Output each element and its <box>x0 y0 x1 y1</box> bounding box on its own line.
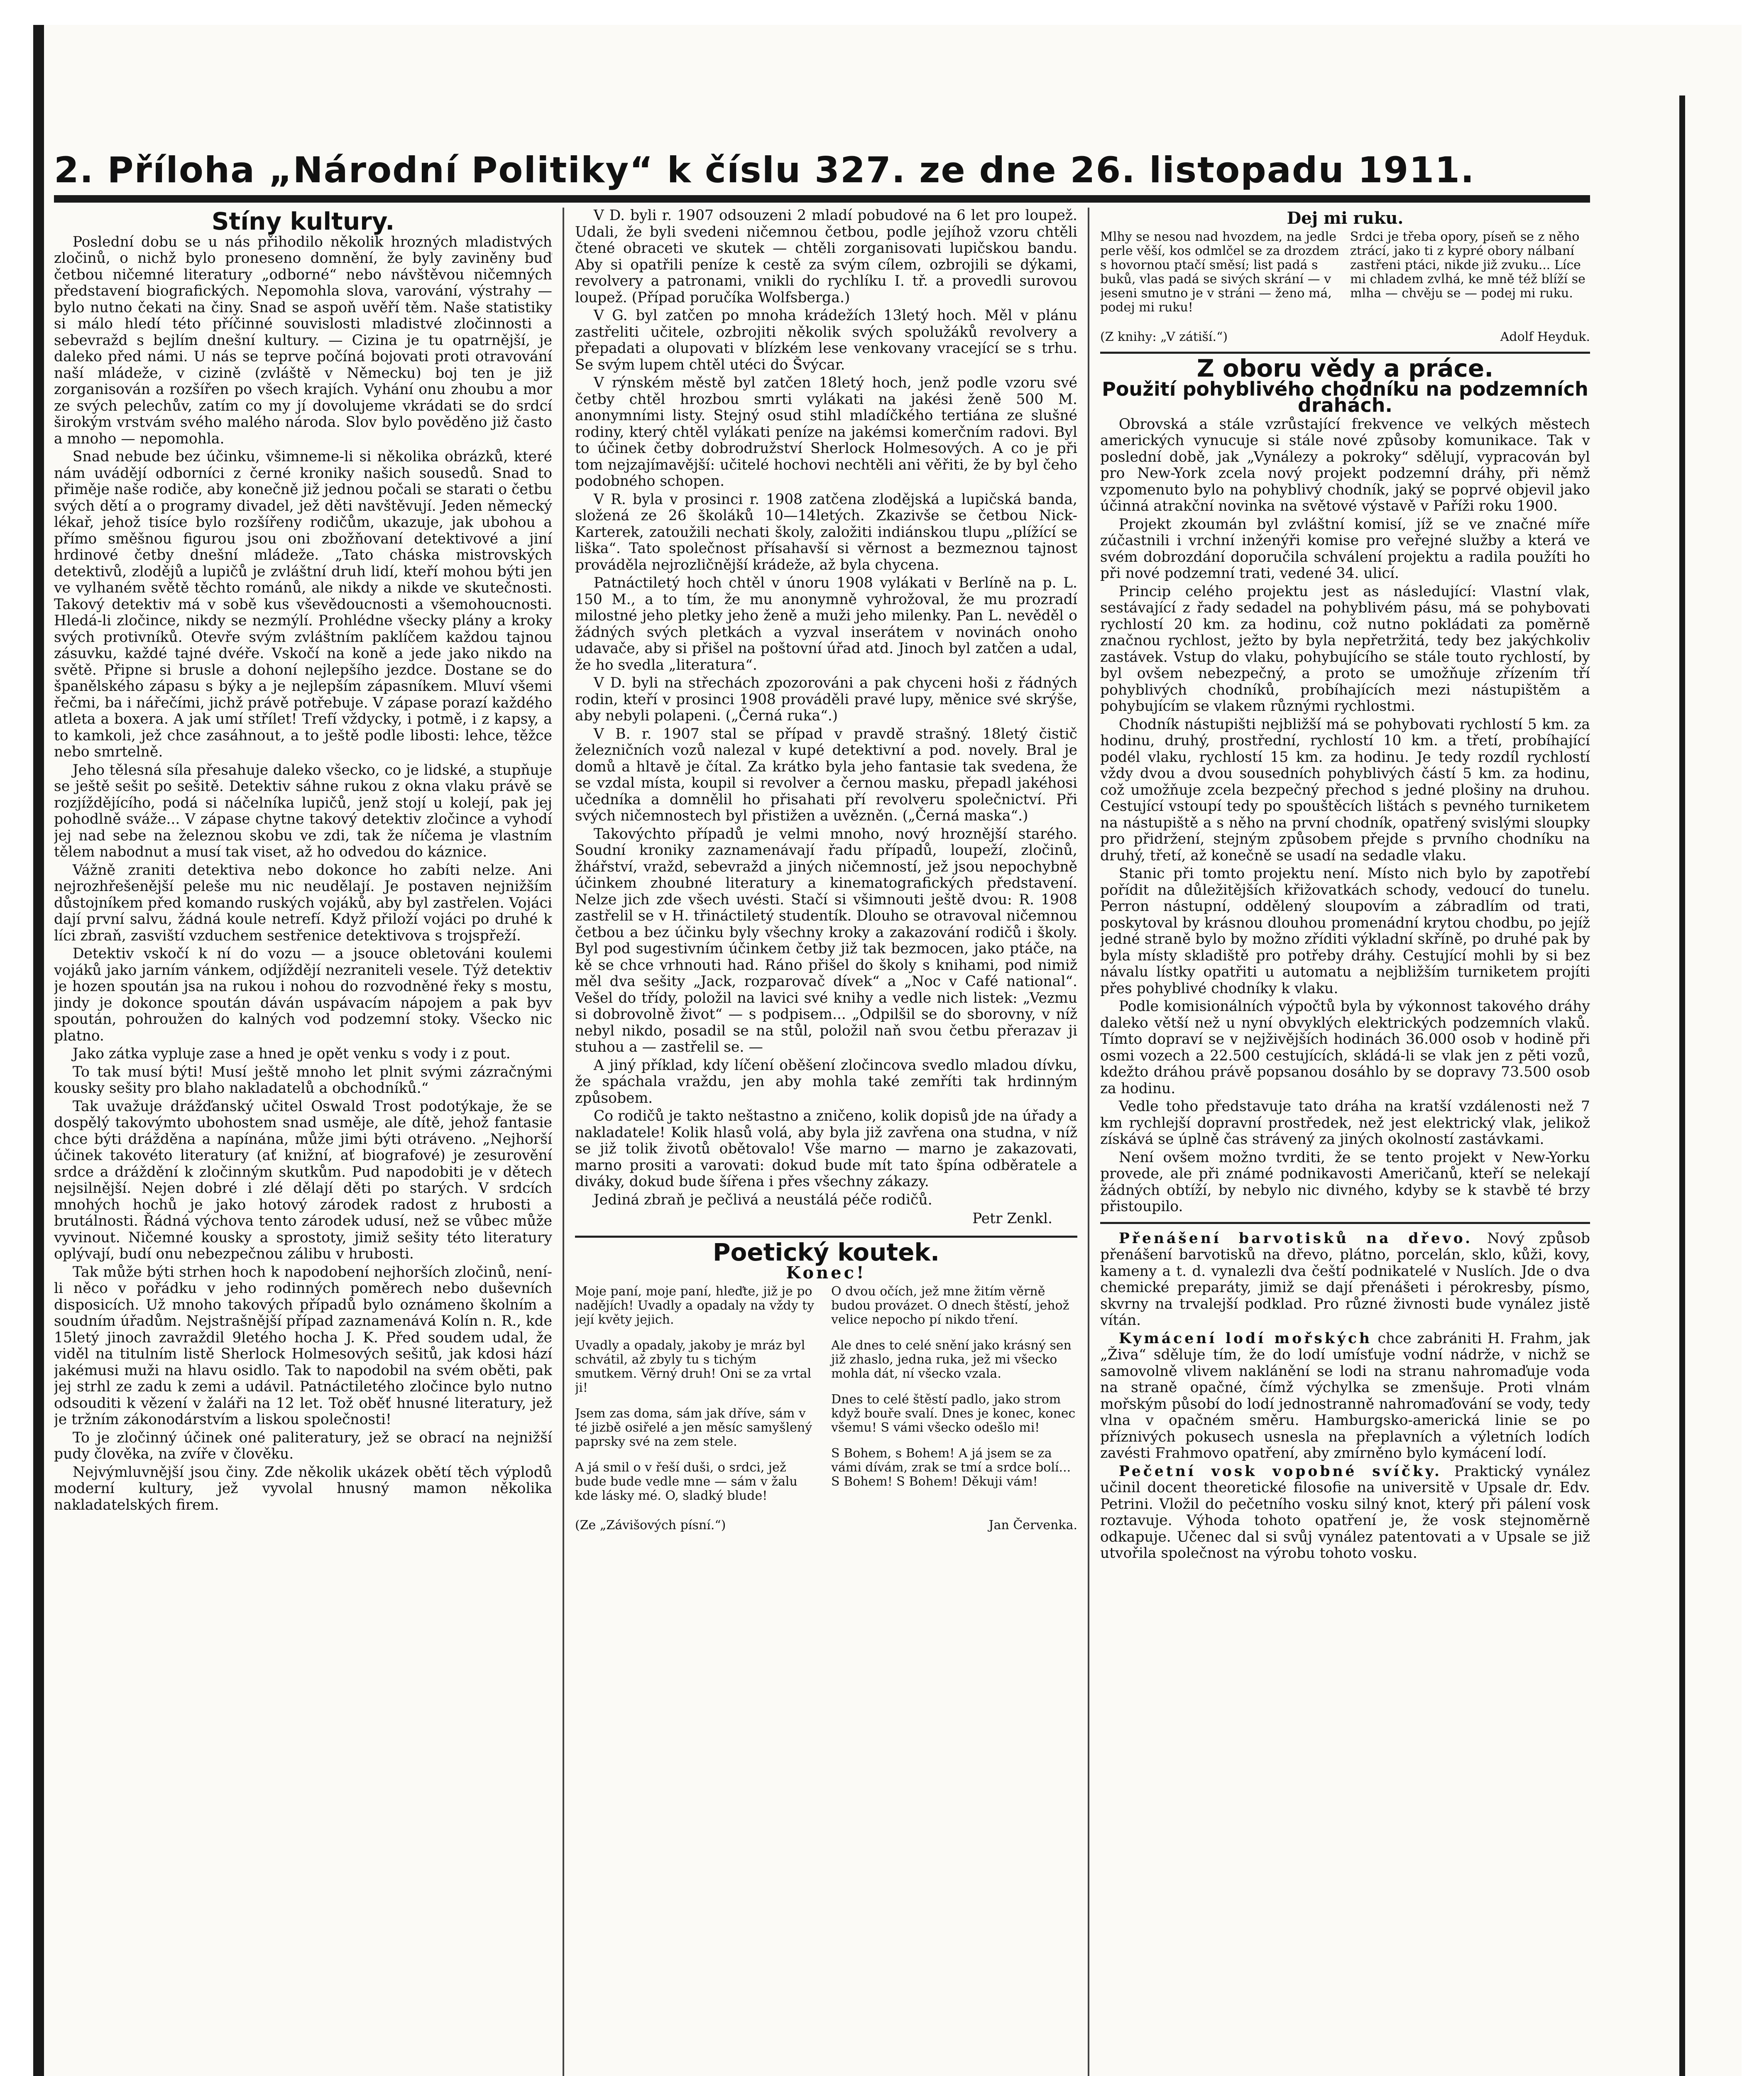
paragraph: S Bohem, s Bohem! A já jsem se za vámi dívám, zrak se tmí a srdce bolí... S Bohem! S Bohem! Děkuji vám! <box>831 1446 1071 1489</box>
note-text: Nový způsob přenášení barvotisků na dřevo, plátno, porcelán, sklo, kůži, kovy, kameny a t. d. vynalezli dva čeští podnikatelé v Nuslích. Jde o dva chemické preparáty, jimiž se dají přenášeti i pérokresby, písmo, skvrny na trvalejší podklad. Pro různé živnosti bude vynález jistě vítán. <box>1100 1230 1590 1329</box>
poem-author: Jan Červenka. <box>988 1518 1077 1533</box>
paragraph: Tak může býti strhen hoch k napodobení nejhorších zločinů, není-li něco v pořádku v jeho rodinných poměrech nebo duševních disposicích. Už mnoho takových případů bylo oznámeno školním a soudním úřadům. Nejstrašnější případ zaznamenává Kolín n. R., kde 15letý jinoch zavraždil 9letého hocha J. K. Před soudem udal, že viděl na titulním listě Sherlock Holmesových sešitů, jak kdosi hází jakémusi muži na hlavu osidlo. Tak to napodobil na svém oběti, pak jej strhl ze zadu k zemi a udávil. Patnáctiletého zločince bylo nutno odsouditi k vězení v žaláři na 12 let. Tož oběť hnusné literatury, jež je tržním zákonodárstvím a liskou společnosti! <box>54 1263 552 1428</box>
paragraph: Není ovšem možno tvrditi, že se tento projekt v New-Yorku provede, ale při známé podnikavosti Američanů, kteří se nelekají žádných obtíží, by nebylo nic divného, kdyby se k stavbě té brzy přistoupilo. <box>1100 1149 1590 1215</box>
column-3 <box>1100 208 1590 2076</box>
paragraph: O dvou očích, jež mne žitím věrně budou provázet. O dnech štěstí, jehož velice nepocho pí nikdo tření. <box>831 1284 1069 1327</box>
poem-title: Konec! <box>786 1263 866 1283</box>
poem-credits <box>575 1517 1077 1534</box>
paragraph: Podle komisionálních výpočtů byla by výkonnost takového dráhy daleko větší než u nyní obvyklých elektrických podzemních vlaků. Tímto dopraví se v nejživějších hodinách 36.000 osob v hodině při osmi vozech a 22.500 cestujících, skládá-li se vlak jen z pěti vozů, kdežto dráhou právě popsanou dosáhlo by se dopravy 73.500 osob za hodinu. <box>1100 998 1590 1097</box>
paragraph: Nejvýmluvnější jsou činy. Zde několik ukázek obětí těch výplodů moderní kultury, jež vyvolal hnusný mamon několika nakladatelských firem. <box>54 1464 552 1513</box>
masthead: 2. Příloha „Národní Politiky“ k číslu 327. ze dne 26. listopadu 1911. <box>54 149 1475 191</box>
paragraph: Projekt zkoumán byl zvláštní komisí, jíž se ve značné míře zúčastnili i vrchní inženýři komise pro veřejné služby a která ve svém dobrozdání doporučila schválení projektu a radila použíti ho při nové podzemní trati, vedené 34. ulicí. <box>1100 516 1590 582</box>
paragraph: V D. byli r. 1907 odsouzeni 2 mladí pobudové na 6 let pro loupež. Udali, že byli svedeni ničemnou četbou, podle jejíhož vzoru chtěli čtené obraceti ve skutek — chtěli zorganisovati lupičskou bandu. Aby si opatřili peníze k cestě za svým cílem, ozbrojili se dýkami, revolvery a patronami, vnikli do rychlíku I. tř. a provedli surovou loupež. (Případ poručíka Wolfsberga.) <box>575 208 1077 306</box>
paragraph: Obrovská a stále vzrůstající frekvence ve velkých městech amerických vynucuje si stále nové způsoby komunikace. Tak v poslední době, jak „Vynálezy a pokroky“ sdělují, vypracován byl pro New-York zcela nový projekt podzemní dráhy, při němž vzpomenuto bylo na pohyblivý chodník, jaký se poprvé objevil jako účinná atrakční novinka na světové výstavě v Paříži roku 1900. <box>1100 416 1590 514</box>
note-title: Pečetní vosk vopobné svíčky. <box>1118 1463 1442 1480</box>
note-text: Praktický vynález učinil docent theoretické filosofie na universitě v Upsale dr. Edv. Petrini. Vložil do pečetního vosku silný knot, který při pálení vosk roztavuje. Výhoda tohoto opatření je, že vosk stejnoměrně odkapuje. Učenec dal si svůj vynález patentovati a v Upsale se již utvořila společnost na výrobu tohoto vosku. <box>1100 1463 1590 1562</box>
article-body-continued <box>575 208 1077 1208</box>
poem-column-right: Srdci je třeba opory, píseň se z něho ztrácí, jako ti z kypré obory nálbaní zastřeni ptáci, nikde již zvuku... Líce mi chladem zvlhá, ke mně též blíží se mlha — chvěju se — podej mi ruku. <box>1350 229 1585 301</box>
paragraph: Ale dnes to celé snění jako krásný sen již zhaslo, jedna ruka, jež mi všecko mohla dát, ní všecko vzala. <box>831 1338 1072 1381</box>
column-2 <box>575 208 1077 2076</box>
paragraph: Moje paní, moje paní, hleďte, již je po nadějích! Uvadly a opadaly na vždy ty její květy jejich. <box>575 1284 815 1327</box>
note <box>1100 1231 1590 1329</box>
paragraph: Detektiv vskočí k ní do vozu — a jsouce obletováni koulemi vojáků jako jarním vánkem, odjíždějí nezraniteli vesele. Týž detektiv je hozen spoután jsa na rukou i nohou do rozvodněné řeky s mostu, jindy je dokonce spoután dáván uspávacím nápojem a pak byv spoután, pohroužen do kalných vod podzemní stoky. Všecko nic platno. <box>54 945 552 1044</box>
article-body <box>1100 416 1590 1215</box>
paragraph: Jeho tělesná síla přesahuje daleko všecko, co je lidské, a stupňuje se ještě sešit po sešitě. Detektiv sáhne rukou z okna vlaku právě se rozjíždějícího, podá si náčelníka lupičů, jenž stojí u kolejí, pak jej pohodlně sváže... V zápase chytne takový detektiv zločince a vyhodí jej nad sebe na železnou skobu ve zdi, tak že níčema je vlastním tělem nabodnut a musí tak viset, až ho odvedou do káznice. <box>54 761 552 860</box>
article-title: Stíny kultury. <box>211 208 395 235</box>
poem-credits <box>1100 329 1590 345</box>
paragraph: A jiný příklad, kdy líčení oběšení zločincova svedlo mladou dívku, že spáchala vraždu, jen aby mohla také zemříti tak hrdinným způsobem. <box>575 1057 1077 1107</box>
note-title: Kymácení lodí mořských <box>1118 1330 1372 1347</box>
note-text: chce zabrániti H. Frahm, jak „Živa“ sděluje tím, že do lodí umísťuje vodní nádrže, v nichž se samovolně vlivem naklánění se lodi na stranu nahromaďuje voda na straně opačné, čímž výchylka se zmenšuje. Proti vlnám mořským působí do lodí jednostranně nahromaďování se vody, tedy vlna v opačném směru. Hamburgsko-americká linie se po příznivých pokusech usnesla na přeplavních a výletních lodích zavésti Frahmovo opatření, aby zmírněno bylo kymácení lodí. <box>1100 1330 1590 1462</box>
article-title: Použití pohyblivého chodníku na podzemních drahách. <box>1102 377 1588 416</box>
section-divider <box>1100 1222 1590 1224</box>
paragraph: Dnes to celé štěstí padlo, jako strom když bouře svalí. Dnes je konec, konec všemu! S vámi všecko odešlo mi! <box>831 1392 1076 1435</box>
section-divider <box>575 1236 1077 1238</box>
article-body <box>54 234 552 1514</box>
paragraph: Jako zátka vypluje zase a hned je opět venku s vody i z pout. <box>72 1045 511 1062</box>
masthead-rule <box>54 195 1590 203</box>
poem-column-left: Mlhy se nesou nad hvozdem, na jedle perle věší, kos odmlčel se za drozdem s hovornou ptačí směsí; list padá s buků, vlas padá se sivých skrání — v jeseni smutno je v stráni — ženo má, podej mi ruku! <box>1100 229 1339 315</box>
paragraph: Co rodičů je takto neštastno a zničeno, kolik dopisů jde na úřady a nakladatele! Kolik hlasů volá, aby byla již zavřena ona studna, v níž se již tolik životů obětovalo! Vše marno — marno je zakazovati, marno prositi a varovati: dokud bude mít tato špína odběratele a diváky, dokud bude šířena i přes všechny zákazy. <box>575 1108 1077 1190</box>
poetry-heading: Poetický koutek. <box>712 1238 940 1266</box>
poem <box>1100 230 1590 326</box>
paragraph: V D. byli na střechách zpozorováni a pak chyceni hoši z řádných rodin, kteří v prosinci 1908 prováděli pravé lupy, měnice své skrýše, aby nebyli polapeni. („Černá ruka“.) <box>575 675 1077 724</box>
paragraph: A já smil o v řeší duši, o srdci, jež bude bude vedle mne — sám v žalu kde lásky mé. O, sladký blude! <box>575 1460 798 1503</box>
paragraph: Tak uvažuje drážďanský učitel Oswald Trost podotýkaje, že se dospělý takovýmto ubohostem snad usměje, ale dítě, jehož fantasie chce býti drážděna a napínána, může jimi býti otráveno. „Nejhorší účinek takovéto literatury (ať knižní, ať biografové) je zesurovění srdce a dráždění k zločinným skutkům. Pud napodobiti je v dětech nejsilnější. Nejen dobré i zlé dělají děti po starých. V srdcích mnohých hochů je jako hotový zárodek radost z hrubosti a brutálnosti. Řádná výchova tento zárodek udusí, než se vůbec může vyvinout. Ničemné kousky a sprostoty, jimiž sešity této literatury oplývají, budí onu nebezpečnou zálibu v hrubosti. <box>54 1098 552 1262</box>
paragraph: Patnáctiletý hoch chtěl v únoru 1908 vylákati v Berlíně na p. L. 150 M., a to tím, že mu anonymně vyhrožoval, že mu prozradí milostné jeho pletky jeho ženě a muži jeho milenky. Pan L. nevěděl o žádných svých pletkách a vyzval inserátem v novinách onoho udavače, aby si přišel na poštovní úřad atd. Jinoch byl zatčen a udal, že ho svedla „literatura“. <box>575 575 1077 673</box>
poem-title: Dej mi ruku. <box>1287 208 1404 228</box>
paragraph: V G. byl zatčen po mnoha krádežích 13letý hoch. Měl v plánu zastřeliti učitele, ozbrojiti několik svých spolužáků revolvery a přepadati a olupovati v blízkém lese venkovany vracející se s trhu. Se svým lupem chtěl utéci do Švýcar. <box>575 307 1077 373</box>
paragraph: Vedle toho představuje tato dráha na kratší vzdálenosti než 7 km rychlejší dopravní prostředek, než jest elektrický vlak, jelikož získává se úplně čas strávený za jiných okolností zastávkami. <box>1100 1098 1590 1148</box>
note <box>1100 1464 1590 1562</box>
poem <box>575 1285 1077 1515</box>
page-edge-shadow <box>1679 95 1685 2076</box>
paragraph: Stanic při tomto projektu není. Místo nich bylo by zapotřebí pořídit na důležitějších křižovatkách schody, vedoucí do tunelu. Perron nástupní, oddělený sloupovím a zábradlím od trati, poskytoval by krásnou dlouhou promenádní krytou chodbu, po jejíž jedné straně bylo by možno zříditi výkladní skříně, po druhé pak by byla místy skladiště pro potřeby dráhy. Cestující mohli by si bez návalu lístky opatřiti u automatu a nejbližším turniketem projíti přes pohyblivé chodníky k vlaku. <box>1100 865 1590 997</box>
poem-author: Adolf Heyduk. <box>1500 329 1590 344</box>
short-notes <box>1100 1231 1590 1562</box>
paragraph: To je zločinný účinek oné paliteratury, jež se obrací na nejnižší pudy člověka, na zvíře v člověku. <box>54 1429 552 1462</box>
paragraph: Takovýchto případů je velmi mnoho, nový hroznější starého. Soudní kroniky zaznamenávají řadu případů, loupeží, zločinů, žhářství, vražd, sebevražd a jiných ničemností, jež jsou nepochybně účinkem zhoubné literatury a kinematografických představení. Nelze jich zde všech uvésti. Stačí si všimnouti ještě dvou: R. 1908 zastřelil se v H. třináctiletý studentík. Dlouho se otravoval ničemnou četbou a bez účinku byly všechny kroky a zakazování rodičů i školy. Byl pod sugestivním účinkem četby již tak bezmocen, jako ptáče, na kě se chce vrhnouti had. Ráno přišel do školy s knihami, pod nimiž měl dva sešity „Jack, rozparovač dívek“ a „Noc v Café national“. Vešel do třídy, položil na lavici své knihy a vedle nich listek: „Vezmu si dobrovolně život“ — s podpisem... „Odpilšil se do sborovny, v níž nebyl nikdo, posadil se na stůl, položil naň svou četbu přerazav ji stuhou a — zastřelil se. — <box>575 825 1077 1055</box>
paragraph: Jediná zbraň je pečlivá a neustálá péče rodičů. <box>593 1191 932 1208</box>
paragraph: Princip celého projektu jest as následující: Vlastní vlak, sestávající z řady sedadel na pohyblivém pásu, má se pohybovati rychlostí 20 km. za hodinu, což nutno pokládati za poměrně značnou rychlost, ježto by byla nepřetržitá, tedy bez jakýchkoliv zastávek. Vstup do vlaku, pohybujícího se stále touto rychlostí, by byl ovšem nebezpečný, a proto se umožňuje zřízením tří pohyblivých chodníků, probíhajících mezi nástupištěm a pohybujícím se vlakem různými rychlostmi. <box>1100 583 1590 715</box>
poem-source: (Ze „Závišových písní.“) <box>575 1518 726 1533</box>
poem-column-left <box>575 1285 821 1515</box>
paragraph: Snad nebude bez účinku, všimneme-li si několika obrázků, které nám uvádějí odborníci z černé kroniky našich sousedů. Snad to přiměje naše rodiče, aby konečně již jednou počali se starati o četbu svých dětí a o programy divadel, jež děti navštěvují. Jeden německý lékař, jehož tisíce bylo rozšířeny rodičům, ukazuje, jak ubohou a přímo směšnou figurou jsou oni zbožňovaní detektivové a jiní hrdinové četby dnešní mládeže. „Tato cháska mistrovských detektivů, zlodějů a lupičů je zvláštní druh lidí, kteří mohou býti jen ve vylhaném světě těchto románů, ale nikdy a nikde ve skutečnosti. Takový detektiv má v sobě kus vševědoucnosti a všemohoucnosti. Hledá-li zločince, nikdy se nezmýlí. Prohlédne všecky plány a kroky svých protivníků. Otevře svým zvláštním paklíčem každou tajnou zásuvku, každé tajné dvéře. Vskočí na koně a jede jako nikdo na světě. Připne si brusle a dohoní nejlepšího jezdce. Dostane se do španělského zápasu s býky a je nejlepším zápasníkem. Mluví všemi řečmi, ba i nářečími, jichž právě potřebuje. V zápase porazí každého atleta a boxera. A jak umí střílet! Trefí vždycky, i potmě, i z kapsy, a to kamkoli, jež chce zasáhnout, a to ještě podle libosti: lehce, těžce nebo smrtelně. <box>54 448 552 760</box>
paragraph: Jsem zas doma, sám jak dříve, sám v té jizbě osiřelé a jen měsíc samyšlený paprsky své na zem stele. <box>575 1406 812 1449</box>
column-1 <box>54 208 552 2076</box>
column-divider <box>563 208 564 2076</box>
signature: Petr Zenkl. <box>972 1210 1052 1227</box>
column-divider <box>1088 208 1089 2076</box>
paragraph: Poslední dobu se u nás přihodilo několik hrozných mladistvých zločinů, o nichž bylo proneseno domnění, že byly zaviněny buď četbou ničemné literatury „odborné“ nebo návštěvou ničemných představení biografických. Nepomohla slova, varování, výstrahy — bylo nutno čekati na činy. Snad se aspoň uvěří těm. Naše statistiky si málo hledí této příčinné souvislosti mladistvé zločinnosti a sebevražd s bejlím dnešní kultury. — Cizina je tu opatrnější, je daleko před námi. U nás se teprve počíná bojovati proti otravování naší mládeže, v cizině (zvláště v Německu) boj ten je již zorganisován a rozšířen po všech krajích. Vyhání onu zhoubu a mor ze svých pelechův, zatím co my jí dovolujeme vkrádati se do srdcí širokým vrstvám svého malého národa. Slov bylo pověděno již často a mnoho — nepomohla. <box>54 233 552 447</box>
section-title: Z oboru vědy a práce. <box>1196 354 1494 382</box>
paragraph: V R. byla v prosinci r. 1908 zatčena zlodějská a lupičská banda, složená ze 26 školáků 10—14letých. Zkazivše se četbou Nick-Karterek, zatoužili nechati školy, založiti indiánskou tlupu „plížící se liška“. Tato společnost přísahavší si věrnost a bezmeznou tajnost prováděla nejrozličnější krádeže, až byla chycena. <box>575 491 1077 573</box>
paragraph: V rýnském městě byl zatčen 18letý hoch, jenž podle vzoru své četby chtěl hrozbou smrti vylákati na jakési ženě 500 M. anonymními listy. Stejný osud stihl mladíčkého tertiána ze slušné rodiny, který chtěl vylákati peníze na jakémsi komerčním radovi. Byl to účinek četby dobrodružství Sherlock Holmesových. A co je při tom nejzajímavější: učitelé hochovi nechtěli ani věřiti, že by byl čeho podobného schopen. <box>575 375 1077 490</box>
paragraph: Vážně zraniti detektiva nebo dokonce ho zabíti nelze. Ani nejrozhřešenější peleše mu nic neudělají. Je postaven nejnižším důstojníkem před komando ruských vojáků, aby byl zastřelen. Vojáci dají první salvu, žádná koule netrefí. Když přiloží vojáci po druhé k líci zbraň, zasviští vzduchem sestřenice detektivova s trojspřeží. <box>54 862 552 944</box>
poem-column-right <box>831 1285 1077 1515</box>
paragraph: To tak musí býti! Musí ještě mnoho let plnit svými zázračnými kousky sešity pro blaho nakladatelů a obchodníků.“ <box>54 1063 552 1097</box>
note <box>1100 1331 1590 1462</box>
paragraph: Uvadly a opadaly, jakoby je mráz byl schvátil, až zbyly tu s tichým smutkem. Věrný druh! Oni se za vrtal ji! <box>575 1338 812 1395</box>
note-title: Přenášení barvotisků na dřevo. <box>1118 1230 1473 1247</box>
paragraph: V B. r. 1907 stal se případ v pravdě strašný. 18letý čistič železničních vozů nalezal v kupé detektivní a pod. novely. Bral je domů a hltavě je čítal. Za krátko byla jeho fantasie tak svedena, že se vzdal místa, koupil si revolver a černou masku, přepadl jakéhosi učedníka a domnělil ho přisahati pří revolveru společnictví. Při svých ničemnostech byl přistižen a uvězněn. („Černá maska“.) <box>575 725 1077 824</box>
paragraph: Chodník nástupišti nejbližší má se pohybovati rychlostí 5 km. za hodinu, druhý, prostřední, rychlostí 10 km. a třetí, probíhající podél vlaku, rychlostí 15 km. za hodinu. Je tedy rozdíl rychlostí vždy dvou a dvou sousedních pohyblivých částí 5 km. za hodinu, což umožňuje zcela bezpečný přechod s jedné plošiny na druhou. Cestující vstoupí tedy po spouštěcích lištách s pevného turniketem na nástupiště a s něho na první chodník, opatřený svislými sloupky pro přidržení, stejným způsobem přejde s prvního chodníku na druhý, třetí, až konečně se usadí na sedadle vlaku. <box>1100 716 1590 864</box>
poem-source: (Z knihy: „V zátiší.“) <box>1100 329 1228 344</box>
section-divider <box>1100 352 1590 354</box>
